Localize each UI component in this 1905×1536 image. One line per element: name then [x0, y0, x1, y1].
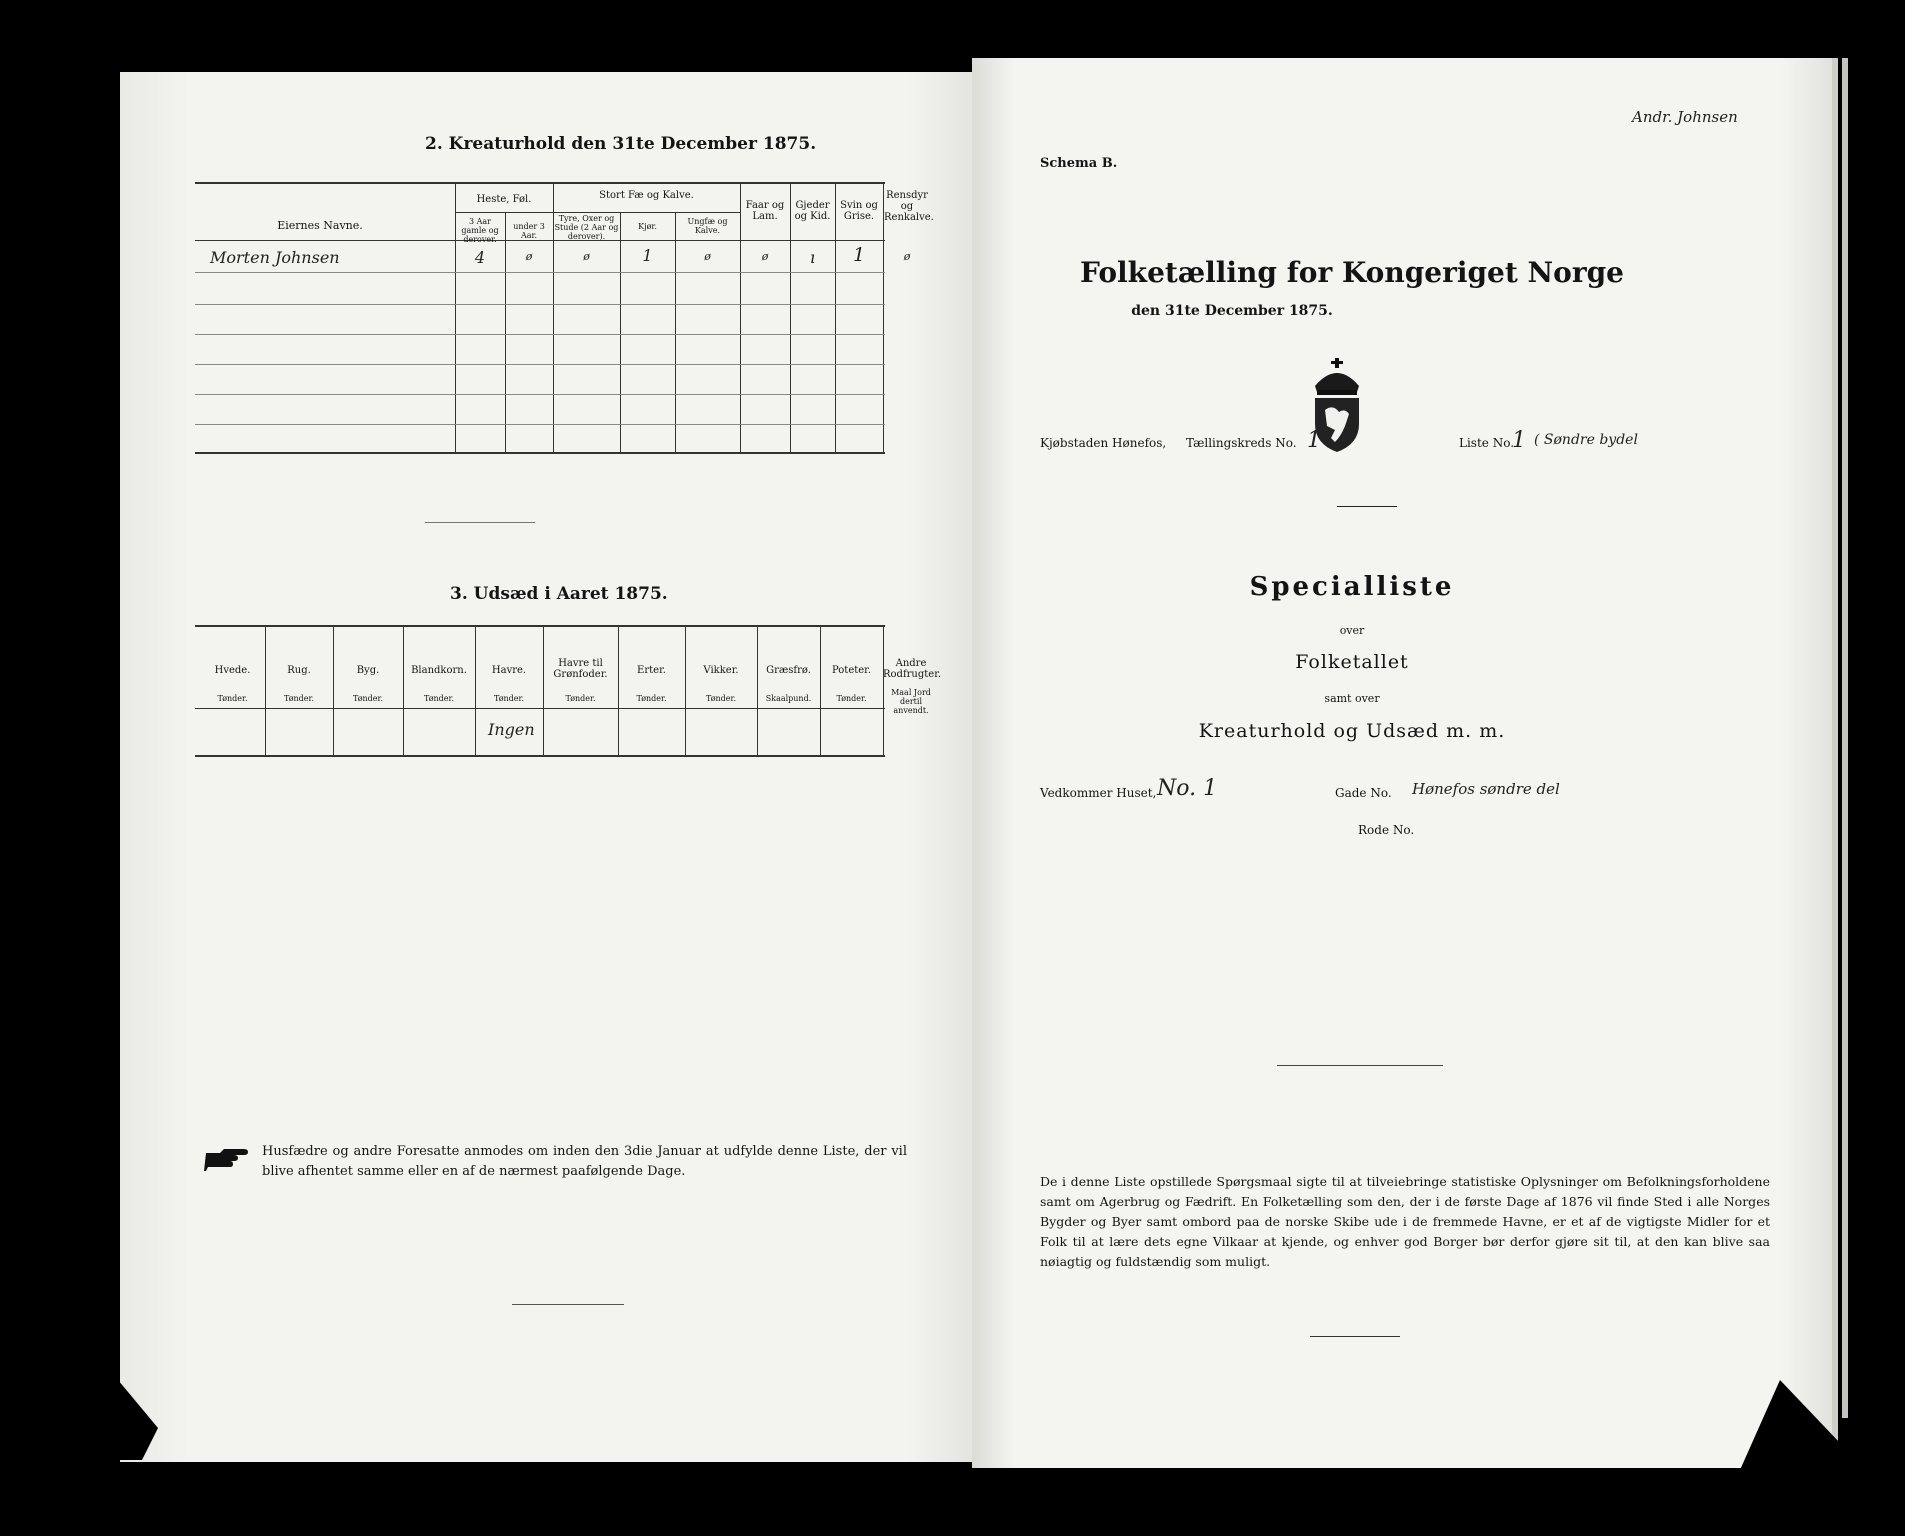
title-date: den 31te December 1875.	[1131, 303, 1333, 319]
cows-value: 1	[642, 246, 653, 265]
rode-label: Rode No.	[1358, 823, 1415, 837]
sheep-value: ø	[761, 250, 769, 263]
owner-name: Morten Johnsen	[210, 248, 340, 267]
notice-text: Husfædre og andre Foresatte anmodes om inden den 3die Januar at udfylde denne Liste, der vil blive afhentet samme eller en af de nærmest paafølgende Dage.	[262, 1144, 907, 1179]
cattle-header: Stort Fæ og Kalve.	[599, 190, 694, 201]
divider	[425, 522, 535, 523]
seed-col-line	[333, 625, 334, 755]
seed-unit: Tønder.	[565, 694, 596, 703]
oxen-header: Tyre, Oxer og Stude (2 Aar og derover).	[554, 214, 619, 241]
group-rule	[553, 212, 740, 213]
row-rule	[195, 364, 885, 365]
main-title: Folketælling for Kongeriget Norge	[1080, 256, 1624, 289]
sheep-header: Faar og Lam.	[745, 200, 785, 222]
gade-label: Gade No.	[1335, 786, 1392, 800]
table-bottom-rule	[195, 452, 885, 454]
seed-col-header: Byg.	[356, 665, 380, 676]
seed-heading: 3. Udsæd i Aaret 1875.	[450, 584, 668, 604]
row-rule	[195, 272, 885, 273]
seed-unit: Maal Jord dertil anvendt.	[891, 688, 931, 715]
horses-young-header: under 3 Aar.	[513, 222, 545, 240]
left-page	[120, 72, 975, 1462]
seed-unit: Tønder.	[836, 694, 867, 703]
horses-young-value: ø	[525, 250, 533, 263]
seed-col-header: Poteter.	[831, 665, 872, 676]
seed-col-line	[685, 625, 686, 755]
seed-unit: Tønder.	[423, 694, 455, 703]
seed-top-rule	[195, 625, 885, 627]
goats-header: Gjeder og Kid.	[794, 200, 831, 222]
right-page	[972, 58, 1832, 1468]
seed-col-line	[757, 625, 758, 755]
col-line	[505, 212, 506, 452]
reindeer-value: ø	[903, 250, 911, 263]
col-line	[740, 182, 741, 452]
reindeer-header: Rensdyr og Renkalve.	[884, 190, 934, 223]
page-edge	[1832, 58, 1838, 1448]
over-label: over	[1339, 624, 1365, 637]
seed-unit: Tønder.	[217, 694, 248, 703]
seed-unit: Tønder.	[493, 694, 525, 703]
gade-value: Hønefos søndre del	[1412, 780, 1560, 798]
group-rule	[455, 212, 553, 213]
seed-col-header: Andre Rodfrugter.	[883, 658, 942, 680]
table-header-rule	[195, 240, 885, 241]
oxen-value: ø	[583, 250, 590, 263]
seed-unit: Tønder.	[636, 694, 667, 703]
signature: Andr. Johnsen	[1632, 108, 1738, 126]
seed-col-line	[618, 625, 619, 755]
seed-bottom-rule	[195, 755, 885, 757]
samt-over-label: samt over	[1324, 692, 1380, 705]
owner-col-header: Eiernes Navne.	[277, 219, 363, 232]
seed-unit: Skaalpund.	[765, 694, 812, 703]
district-label: Tællingskreds No.	[1186, 436, 1297, 450]
house-value: No. 1	[1157, 776, 1218, 801]
seed-col-header: Hvede.	[214, 665, 251, 676]
divider	[1277, 1065, 1443, 1066]
seed-entry: Ingen	[488, 720, 535, 739]
list-label: Liste No.	[1459, 436, 1515, 450]
seed-col-header: Erter.	[637, 665, 666, 676]
seed-col-header: Græsfrø.	[766, 665, 811, 676]
seed-unit: Tønder.	[283, 694, 315, 703]
col-line	[835, 182, 836, 452]
divider	[1337, 506, 1397, 507]
pointing-hand-icon	[204, 1147, 250, 1173]
livestock-heading: 2. Kreaturhold den 31te December 1875.	[425, 134, 817, 154]
seed-col-header: Havre.	[491, 665, 527, 676]
schema-label: Schema B.	[1040, 156, 1118, 171]
col-line	[675, 212, 676, 452]
row-rule	[195, 334, 885, 335]
row-rule	[195, 304, 885, 305]
col-line	[790, 182, 791, 452]
young-cattle-header: Ungfæ og Kalve.	[687, 217, 728, 235]
list-note: ( Søndre bydel	[1534, 432, 1638, 448]
seed-col-line	[475, 625, 476, 755]
goats-value: ı	[809, 248, 816, 267]
list-value: 1	[1512, 428, 1526, 453]
seed-col-header: Blandkorn.	[411, 665, 467, 676]
seed-col-line	[820, 625, 821, 755]
pigs-value: 1	[852, 244, 866, 266]
folketallet-label: Folketallet	[1295, 651, 1409, 673]
divider	[512, 1304, 624, 1305]
pigs-header: Svin og Grise.	[840, 200, 878, 222]
kreaturhold-label: Kreaturhold og Udsæd m. m.	[1198, 720, 1506, 742]
cows-header: Kjør.	[638, 222, 657, 231]
horses-header: Heste, Føl.	[476, 194, 532, 205]
seed-col-line	[543, 625, 544, 755]
specialliste-title: Specialliste	[1249, 572, 1455, 602]
seed-col-line	[265, 625, 266, 755]
seed-col-line	[403, 625, 404, 755]
seed-header-rule	[195, 708, 885, 709]
divider	[1310, 1336, 1400, 1337]
seed-unit: Tønder.	[352, 694, 384, 703]
house-label: Vedkommer Huset,	[1040, 786, 1157, 800]
col-line	[455, 182, 456, 452]
young-cattle-value: ø	[704, 250, 711, 263]
seed-col-header: Rug.	[287, 665, 311, 676]
seed-col-header: Vikker.	[703, 665, 739, 676]
intro-paragraph: De i denne Liste opstillede Spørgsmaal sigte til at tilveiebringe statistiske Oplysninger om Befolkningsforholdene samt om Agerbrug og Fædrift. En Folketælling som den, der i de første Dage af 1876 vil finde Sted i alle Norges Bygder og Byer samt ombord paa de norske Skibe ude i de fremmede Havne, er et af de vigtigste Midler for et Folk til at lære dets egne Vilkaar at kjende, og enhver god Borger bør derfor gjøre sit til, at den kan blive saa nøiagtig og fuldstændig som muligt.	[1040, 1174, 1770, 1269]
horses-old-header: 3 Aar gamle og derover.	[461, 217, 499, 244]
table-top-rule	[195, 182, 885, 184]
horses-old-value: 4	[474, 248, 486, 267]
seed-col-header: Havre til Grønfoder.	[553, 658, 608, 680]
town-label: Kjøbstaden Hønefos,	[1040, 436, 1167, 450]
seed-unit: Tønder.	[705, 694, 737, 703]
page-edge	[1842, 58, 1848, 1418]
row-rule	[195, 394, 885, 395]
row-rule	[195, 424, 885, 425]
district-value: 1	[1307, 428, 1321, 453]
